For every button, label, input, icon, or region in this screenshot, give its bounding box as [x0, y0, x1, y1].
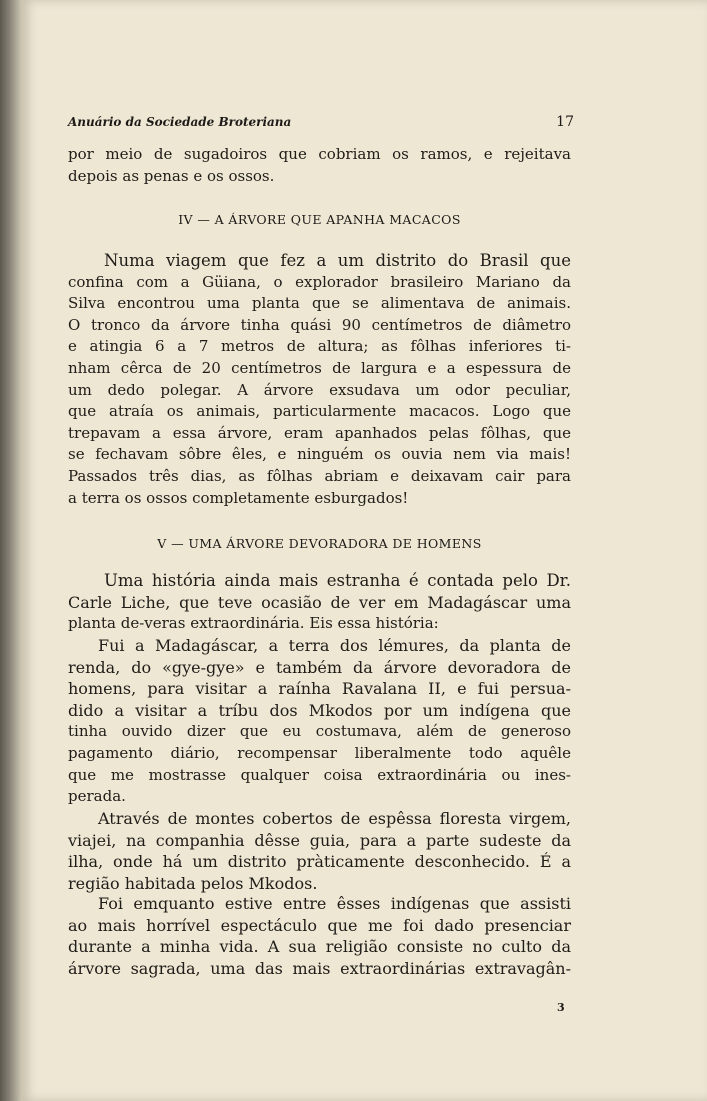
text-line: se fechavam sôbre êles, e ninguém os ouvia nem via mais!: [68, 445, 571, 464]
running-title: Anuário da Sociedade Broteriana: [68, 115, 292, 129]
intro-paragraph: [68, 144, 571, 187]
text-line: por meio de sugadoiros que cobriam os ramos, e rejeitava: [68, 145, 571, 163]
text-line: Uma história ainda mais estranha é contada pelo Dr.: [104, 571, 571, 590]
text-line: homens, para visitar a raínha Ravalana II, e fui persua-: [68, 679, 571, 699]
text-line: região habitada pelos Mkodos.: [68, 873, 318, 893]
text-line: tinha ouvido dizer que eu costumava, além de generoso: [68, 722, 571, 741]
text-line: a terra os ossos completamente esburgados!: [68, 488, 409, 507]
page-number: 17: [556, 114, 574, 130]
section-v-paragraph-3: [68, 808, 571, 894]
page-header: [68, 114, 574, 134]
text-line: Numa viagem que fez a um distrito do Brasil que: [104, 251, 571, 270]
text-line: O tronco da árvore tinha quási 90 centímetros de diâmetro: [68, 315, 571, 334]
signature-mark: 3: [557, 1001, 565, 1014]
text-line: Silva encontrou uma planta que se alimentava de animais.: [68, 294, 571, 313]
text-line: que me mostrasse qualquer coisa extraordinária ou ines-: [68, 765, 571, 784]
text-line: Carle Liche, que teve ocasião de ver em Madagáscar uma: [68, 592, 571, 612]
section-v-paragraph-1: [68, 570, 571, 635]
section-v-paragraph-4: [68, 893, 571, 979]
section-heading-v: V — UMA ÁRVORE DEVORADORA DE HOMENS: [157, 536, 482, 551]
text-line: árvore sagrada, uma das mais extraordinárias extravagân-: [68, 958, 571, 978]
text-line: um dedo polegar. A árvore exsudava um odor peculiar,: [68, 380, 571, 399]
text-line: Foi emquanto estive entre êsses indígenas que assisti: [98, 894, 571, 913]
text-line: e atingia 6 a 7 metros de altura; as fôlhas inferiores ti-: [68, 337, 571, 356]
text-line: perada.: [68, 787, 126, 806]
text-line: trepavam a essa árvore, eram apanhados pelas fôlhas, que: [68, 423, 571, 442]
text-line: nham cêrca de 20 centímetros de largura e a espessura de: [68, 358, 571, 377]
text-line: ao mais horrível espectáculo que me foi dado presenciar: [68, 915, 571, 935]
text-line: dido a visitar a tríbu dos Mkodos por um indígena que: [68, 700, 571, 720]
scan-edge-shadow: [0, 0, 22, 1101]
section-heading-iv: IV — A ÁRVORE QUE APANHA MACACOS: [178, 212, 461, 227]
text-line: renda, do «gye-gye» e também da árvore devoradora de: [68, 657, 571, 677]
text-line: ilha, onde há um distrito pràticamente desconhecido. É a: [68, 852, 571, 872]
text-line: viajei, na companhia dêsse guia, para a parte sudeste da: [68, 830, 571, 850]
text-line: Passados três dias, as fôlhas abriam e deixavam cair para: [68, 466, 571, 485]
text-line: Através de montes cobertos de espêssa floresta virgem,: [98, 809, 571, 828]
text-line: pagamento diário, recompensar liberalmente todo aquêle: [68, 743, 571, 762]
text-line: que atraía os animais, particularmente macacos. Logo que: [68, 402, 571, 421]
text-line: confina com a Güiana, o explorador brasileiro Mariano da: [68, 272, 571, 291]
section-iv-paragraph: [68, 250, 571, 509]
text-line: depois as penas e os ossos.: [68, 166, 275, 185]
text-line: planta de-veras extraordinária. Eis essa história:: [68, 614, 439, 633]
section-v-paragraph-2: [68, 635, 571, 808]
text-line: Fui a Madagáscar, a terra dos lémures, da planta de: [98, 636, 571, 655]
text-line: durante a minha vida. A sua religião consiste no culto da: [68, 937, 571, 957]
